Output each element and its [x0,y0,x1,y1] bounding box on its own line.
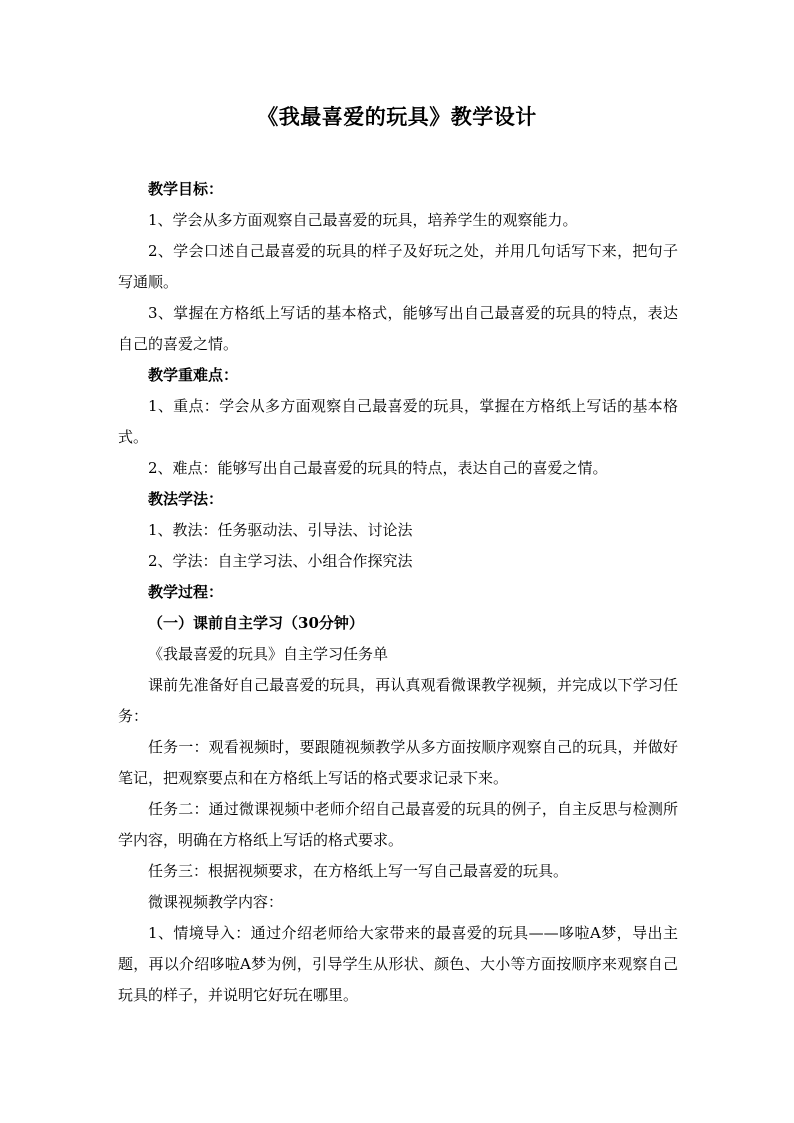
paragraph: 任务一：观看视频时，要跟随视频教学从多方面按顺序观察自己的玩具，并做好笔记，把观察要点和在方格纸上写话的格式要求记录下来。 [118,738,678,787]
paragraph: 任务二：通过微课视频中老师介绍自己最喜爱的玩具的例子，自主反思与检测所学内容，明确在方格纸上写话的格式要求。 [118,800,678,849]
paragraph: 微课视频教学内容： [148,893,284,911]
document-body [118,174,678,1011]
section-heading: 教学过程： [148,583,224,601]
paragraph: 1、教法：任务驱动法、引导法、讨论法 [148,521,413,539]
section-heading: 教法学法： [148,490,224,508]
section-heading: 教学目标： [148,180,224,198]
paragraph: 2、学法：自主学习法、小组合作探究法 [148,552,413,570]
paragraph: 《我最喜爱的玩具》自主学习任务单 [148,645,389,663]
paragraph: 1、学会从多方面观察自己最喜爱的玩具，培养学生的观察能力。 [148,211,578,229]
paragraph: 2、学会口述自己最喜爱的玩具的样子及好玩之处，并用几句话写下来，把句子写通顺。 [118,242,678,291]
paragraph: 3、掌握在方格纸上写话的基本格式，能够写出自己最喜爱的玩具的特点，表达自己的喜爱之情。 [118,304,678,353]
paragraph: 任务三：根据视频要求，在方格纸上写一写自己最喜爱的玩具。 [148,862,569,880]
section-subheading: （一）课前自主学习（30分钟） [148,614,364,632]
section-heading: 教学重难点： [148,366,239,384]
paragraph: 1、情境导入：通过介绍老师给大家带来的最喜爱的玩具——哆啦A梦，导出主题，再以介绍哆啦A梦为例，引导学生从形状、颜色、大小等方面按顺序来观察自己玩具的样子，并说明它好玩在哪里。 [118,924,678,1004]
paragraph: 1、重点：学会从多方面观察自己最喜爱的玩具，掌握在方格纸上写话的基本格式。 [118,397,678,446]
paragraph: 2、难点：能够写出自己最喜爱的玩具的特点，表达自己的喜爱之情。 [148,459,608,477]
document-title: 《我最喜爱的玩具》教学设计 [257,104,537,129]
paragraph: 课前先准备好自己最喜爱的玩具，再认真观看微课教学视频，并完成以下学习任务： [118,676,678,725]
